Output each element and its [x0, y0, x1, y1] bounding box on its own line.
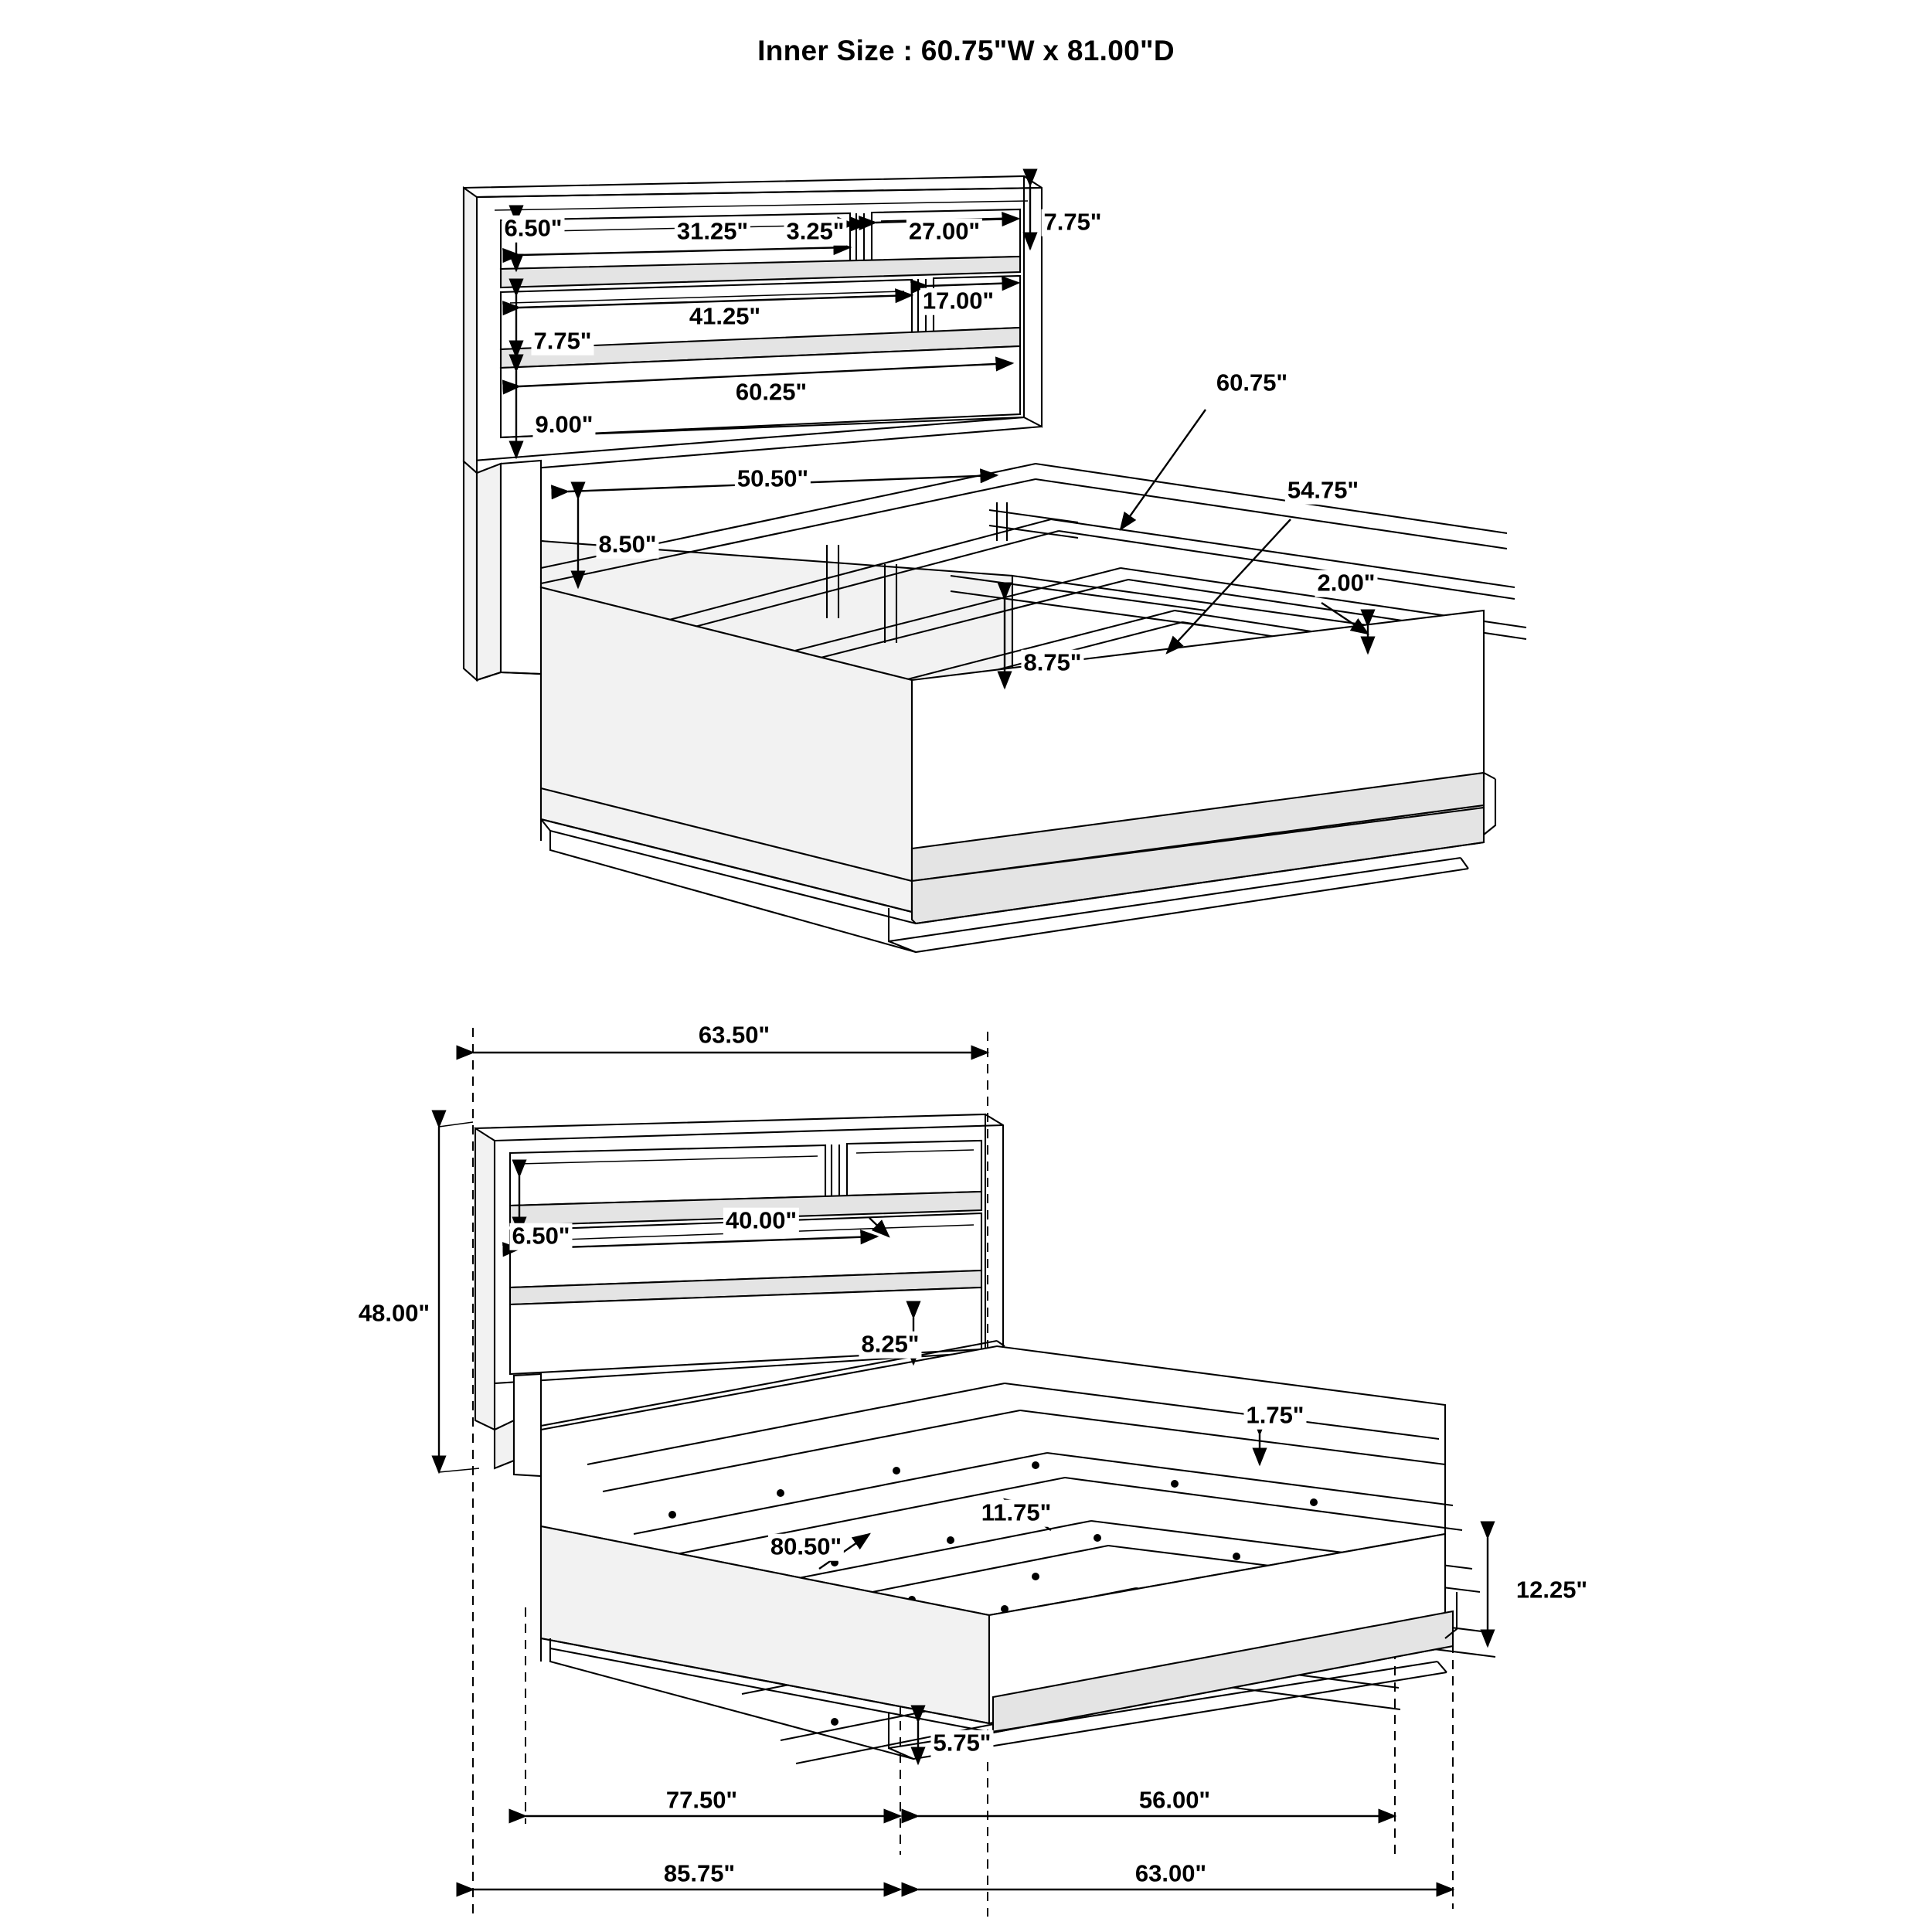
- dimension-label: 6.50": [509, 1223, 572, 1250]
- dimension-label: 7.75": [1041, 209, 1104, 236]
- dimension-label: 77.50": [664, 1787, 740, 1815]
- dimension-label: 85.75": [662, 1861, 737, 1888]
- dimension-label: 9.00": [532, 412, 595, 439]
- dimension-label: 3.25": [784, 219, 846, 246]
- page-title: Inner Size : 60.75"W x 81.00"D: [757, 35, 1175, 66]
- dimension-label: 8.25": [859, 1332, 921, 1359]
- dimension-label: 5.75": [930, 1730, 993, 1757]
- dimension-label: 63.50": [696, 1022, 772, 1049]
- dimension-label: 11.75": [979, 1500, 1054, 1527]
- dimension-label: 40.00": [723, 1208, 799, 1235]
- dimension-label: 2.00": [1315, 570, 1377, 597]
- dimension-label: 60.75": [1214, 370, 1290, 397]
- bottom-view-bed: [473, 1028, 1495, 1917]
- dimension-label: 31.25": [675, 219, 750, 246]
- dimension-label: 7.75": [531, 328, 594, 355]
- dimension-label: 60.25": [733, 379, 809, 406]
- dimension-label: 8.75": [1021, 650, 1083, 677]
- dimension-label: 63.00": [1133, 1861, 1209, 1888]
- dimension-label: 56.00": [1137, 1787, 1213, 1815]
- dimension-label: 50.50": [735, 466, 811, 493]
- dimension-label: 27.00": [906, 219, 982, 246]
- dimension-label: 1.75": [1243, 1403, 1306, 1430]
- dimension-label: 48.00": [356, 1301, 432, 1328]
- dimension-label: 54.75": [1285, 478, 1361, 505]
- dimension-label: 41.25": [687, 304, 763, 331]
- dimension-label: 8.50": [596, 532, 658, 559]
- dimension-label: 80.50": [768, 1534, 844, 1561]
- dimension-label: 6.50": [502, 216, 564, 243]
- dimension-label: 12.25": [1514, 1577, 1590, 1604]
- dimension-label: 17.00": [920, 288, 996, 315]
